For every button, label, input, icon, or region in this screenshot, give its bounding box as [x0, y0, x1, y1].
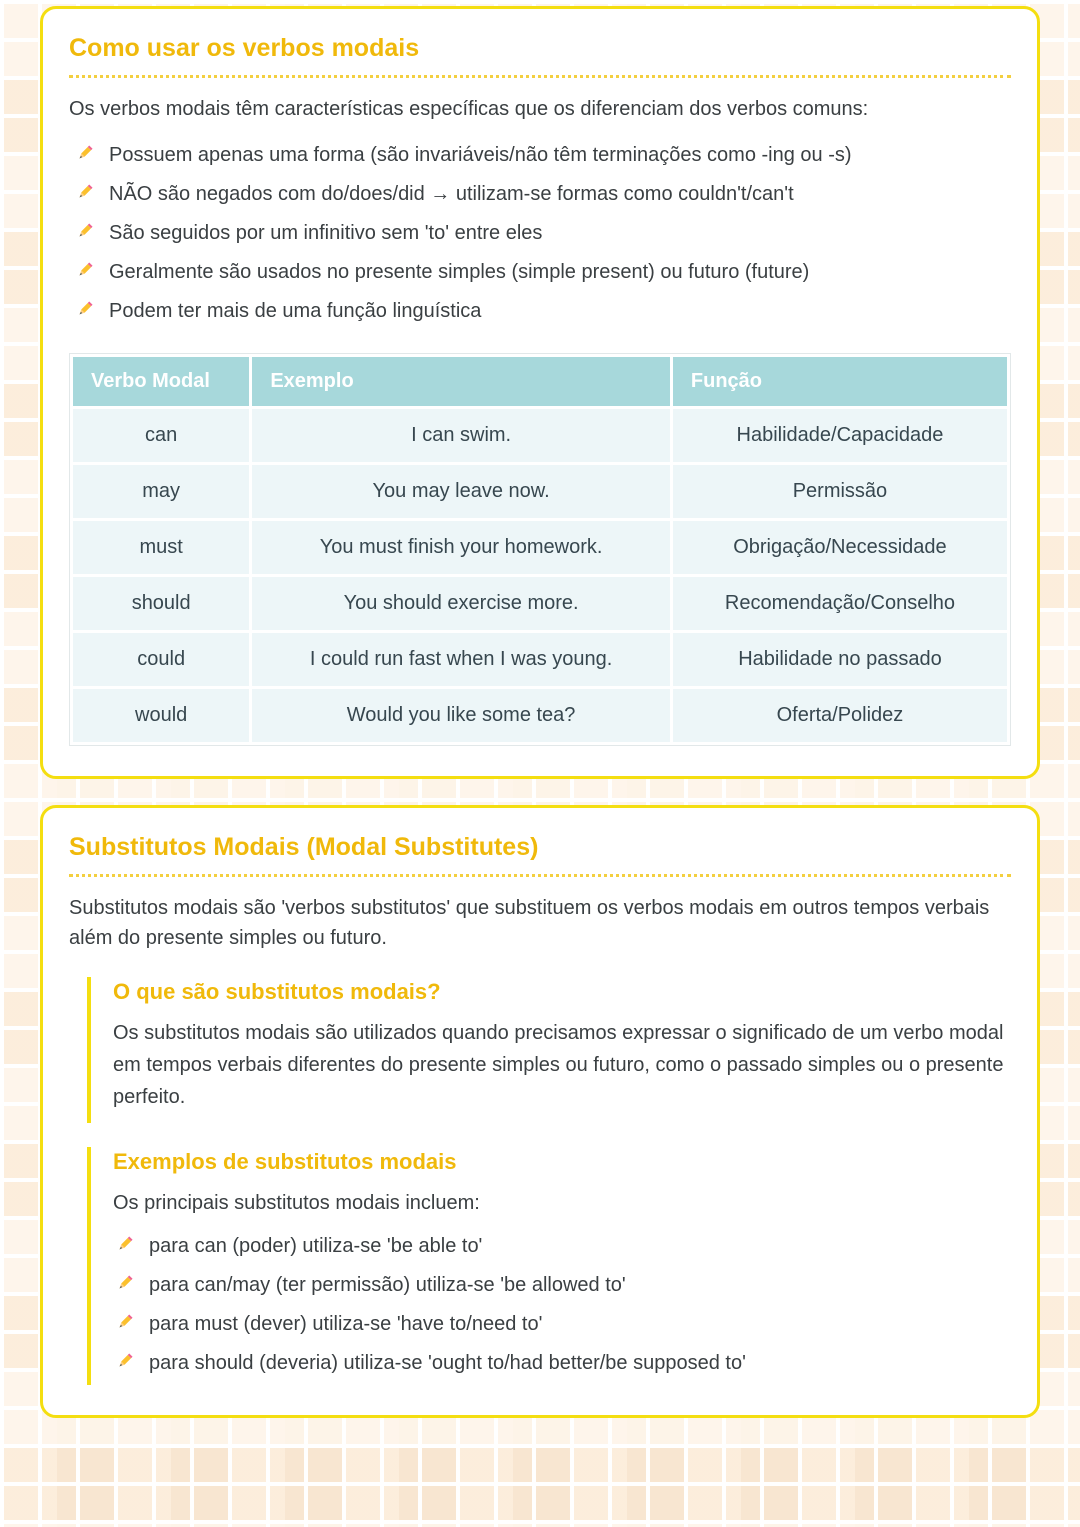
card2-title: Substitutos Modais (Modal Substitutes) [69, 832, 1011, 877]
table-cell: should [73, 577, 249, 630]
table-cell: would [73, 689, 249, 742]
pencil-icon [75, 221, 95, 241]
bullet-text: Geralmente são usados no presente simples (simple present) ou futuro (future) [109, 261, 810, 283]
table-header-cell: Função [673, 357, 1007, 406]
card2-bullet-list [113, 1227, 1011, 1383]
table-row [73, 633, 1007, 686]
bullet-text: para can (poder) utiliza-se 'be able to' [149, 1235, 483, 1257]
pencil-icon [115, 1351, 135, 1371]
card1-intro: Os verbos modais têm características específicas que os diferenciam dos verbos comuns: [69, 98, 869, 120]
table-cell: Oferta/Polidez [673, 689, 1007, 742]
table-row [73, 521, 1007, 574]
table-cell: must [73, 521, 249, 574]
table-cell: Recomendação/Conselho [673, 577, 1007, 630]
bullet-text: São seguidos por um infinitivo sem 'to' entre eles [109, 222, 543, 244]
bullet-text: Possuem apenas uma forma (são invariáveis/não têm terminações como -ing ou -s) [109, 144, 852, 166]
section-heading: O que são substitutos modais? [113, 979, 441, 1004]
list-item [75, 136, 1011, 175]
list-item [75, 214, 1011, 253]
card2-intro: Substitutos modais são 'verbos substitutos' que substituem os verbos modais em outros tempos verbais além do presente simples ou futuro. [69, 897, 990, 949]
bullet-text: para should (deveria) utiliza-se 'ought to/had better/be supposed to' [149, 1352, 746, 1374]
pencil-icon [75, 299, 95, 319]
card-substitutos-modais [40, 805, 1040, 1418]
table-header-cell: Exemplo [252, 357, 670, 406]
card-como-usar-verbos-modais [40, 6, 1040, 779]
table-cell: You must finish your homework. [252, 521, 670, 574]
table-cell: I can swim. [252, 409, 670, 462]
modal-verbs-table-wrap [69, 353, 1011, 746]
table-cell: Permissão [673, 465, 1007, 518]
card1-title: Como usar os verbos modais [69, 33, 1011, 78]
bullet-text: para must (dever) utiliza-se 'have to/need to' [149, 1313, 543, 1335]
table-header-row [73, 357, 1007, 406]
table-cell: Habilidade/Capacidade [673, 409, 1007, 462]
pencil-icon [115, 1273, 135, 1293]
pencil-icon [75, 260, 95, 280]
table-cell: I could run fast when I was young. [252, 633, 670, 686]
pencil-icon [75, 182, 95, 202]
bullet-text: para can/may (ter permissão) utiliza-se 'be allowed to' [149, 1274, 626, 1296]
card1-bullet-list [69, 136, 1011, 331]
section-exemplos-substitutos [87, 1147, 1011, 1385]
section-heading: Exemplos de substitutos modais [113, 1149, 457, 1174]
table-row [73, 409, 1007, 462]
list-item [75, 253, 1011, 292]
modal-verbs-table [69, 353, 1011, 746]
list-item [115, 1227, 1011, 1266]
section-body: Os principais substitutos modais incluem: [113, 1192, 480, 1214]
list-item [115, 1305, 1011, 1344]
bullet-text: Podem ter mais de uma função linguística [109, 300, 482, 322]
table-cell: can [73, 409, 249, 462]
pencil-icon [115, 1234, 135, 1254]
section-o-que-sao-substitutos [87, 977, 1011, 1123]
section-body: Os substitutos modais são utilizados quando precisamos expressar o significado de um verbo modal em tempos verbais diferentes do presente simples ou futuro, como o passado simples ou o presente perfeito. [113, 1022, 1004, 1108]
table-row [73, 577, 1007, 630]
pencil-icon [75, 143, 95, 163]
table-header-cell: Verbo Modal [73, 357, 249, 406]
table-cell: could [73, 633, 249, 686]
table-row [73, 689, 1007, 742]
list-item [115, 1266, 1011, 1305]
table-row [73, 465, 1007, 518]
list-item [115, 1344, 1011, 1383]
table-cell: You should exercise more. [252, 577, 670, 630]
table-cell: You may leave now. [252, 465, 670, 518]
table-cell: Obrigação/Necessidade [673, 521, 1007, 574]
list-item [75, 175, 1011, 214]
table-cell: Habilidade no passado [673, 633, 1007, 686]
pencil-icon [115, 1312, 135, 1332]
table-cell: Would you like some tea? [252, 689, 670, 742]
bullet-text: NÃO são negados com do/does/did → utilizam-se formas como couldn't/can't [109, 183, 794, 205]
list-item [75, 292, 1011, 331]
table-cell: may [73, 465, 249, 518]
